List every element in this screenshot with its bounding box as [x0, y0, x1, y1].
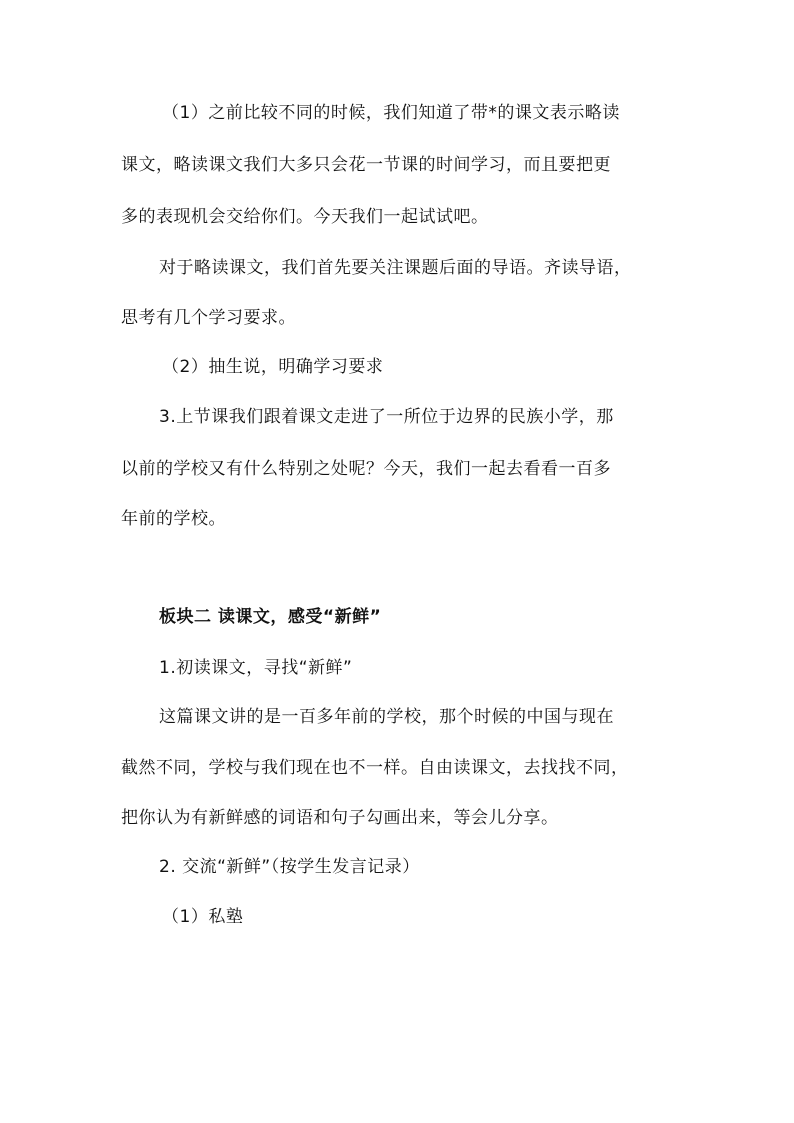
- paragraph-line: 课文，略读课文我们大多只会花一节课的时间学习，而且要把更: [121, 155, 611, 175]
- paragraph-line: 这篇课文讲的是一百多年前的学校，那个时候的中国与现在: [159, 707, 614, 727]
- paragraph-line: 对于略读课文，我们首先要关注课题后面的导语。齐读导语，: [159, 258, 632, 278]
- paragraph-line: 2. 交流“新鲜”（按学生发言记录）: [159, 857, 420, 877]
- paragraph-line: 多的表现机会交给你们。今天我们一起试试吧。: [121, 207, 489, 227]
- paragraph-line: （2）抽生说，明确学习要求: [162, 357, 384, 377]
- paragraph-line: 年前的学校。: [121, 509, 226, 529]
- paragraph-line: （1）之前比较不同的时候，我们知道了带*的课文表示略读: [162, 103, 620, 123]
- paragraph-line: 以前的学校又有什么特别之处呢？今天，我们一起去看看一百多: [121, 459, 611, 479]
- paragraph-line: 把你认为有新鲜感的词语和句子勾画出来，等会儿分享。: [121, 808, 559, 828]
- paragraph-line: 截然不同，学校与我们现在也不一样。自由读课文，去找找不同，: [121, 758, 629, 778]
- section-heading: 板块二 读课文，感受“新鲜”: [159, 607, 382, 627]
- paragraph-line: 3.上节课我们跟着课文走进了一所位于边界的民族小学，那: [159, 407, 614, 427]
- paragraph-line: 1.初读课文，寻找“新鲜”: [159, 658, 353, 678]
- paragraph-line: （1）私塾: [162, 907, 244, 927]
- paragraph-line: 思考有几个学习要求。: [121, 308, 296, 328]
